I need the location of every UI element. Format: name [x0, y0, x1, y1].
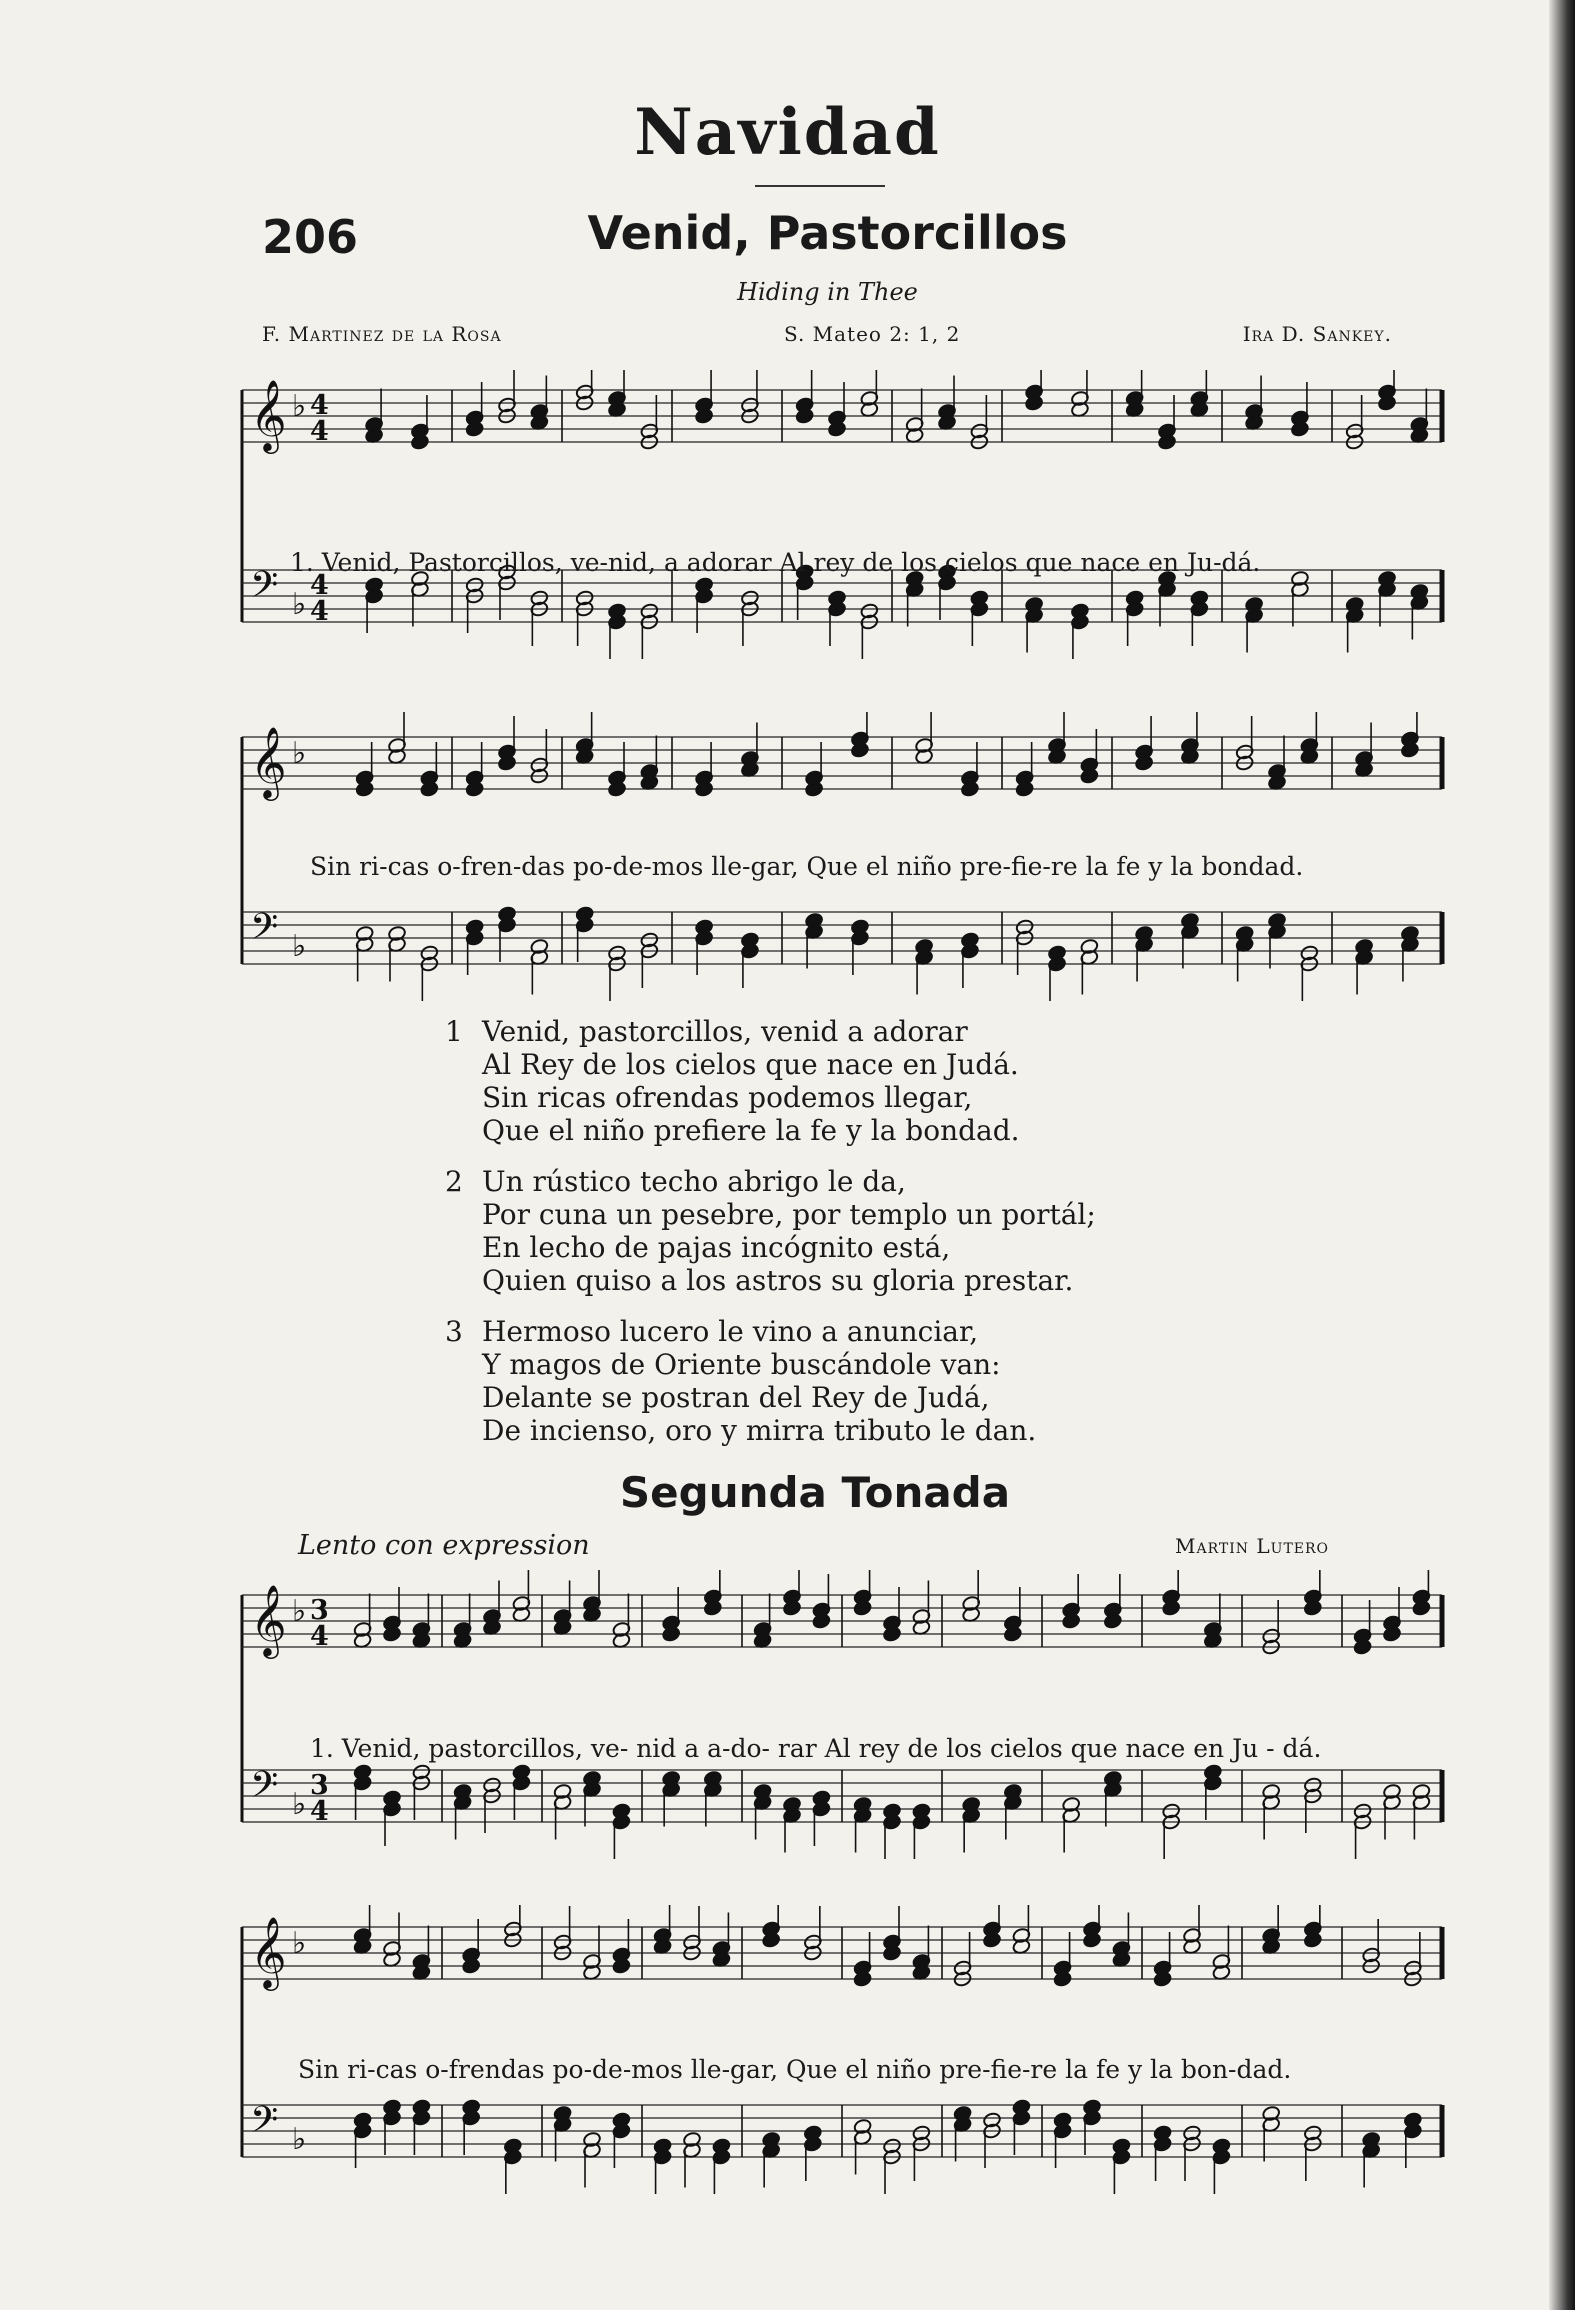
svg-text:𝄢: 𝄢	[250, 906, 279, 957]
svg-text:♭: ♭	[292, 2122, 307, 2157]
svg-text:♭: ♭	[292, 1594, 307, 1629]
verse-number: 3	[445, 1315, 463, 1348]
grand-staff	[232, 1570, 1452, 1870]
hymn-number: 206	[262, 210, 359, 264]
verse-line: Y magos de Oriente buscándole van:	[482, 1348, 1001, 1381]
credit-line	[262, 322, 1392, 346]
verse-line: Sin ricas ofrendas podemos llegar,	[482, 1081, 973, 1114]
svg-text:♭: ♭	[292, 1787, 307, 1822]
svg-text:𝄢: 𝄢	[250, 1764, 279, 1815]
svg-text:4: 4	[310, 416, 329, 447]
svg-text:♭: ♭	[292, 929, 307, 964]
page-edge	[1549, 0, 1575, 2310]
verse-number: 2	[445, 1165, 463, 1198]
verse-line: De incienso, oro y mirra tributo le dan.	[482, 1414, 1037, 1447]
hymn-title: Venid, Pastorcillos	[587, 206, 1068, 260]
svg-text:𝄢: 𝄢	[250, 2099, 279, 2150]
grand-staff	[232, 370, 1452, 670]
svg-text:𝄞: 𝄞	[250, 725, 287, 798]
verses	[445, 1015, 1245, 1465]
svg-text:𝄞: 𝄞	[250, 1583, 287, 1656]
svg-text:4: 4	[310, 1621, 329, 1652]
music-system-3	[232, 1570, 1452, 1870]
lyric-line-2: Sin ri-cas o-fren-das po-de-mos lle-gar, Que el niño pre-fie-re la fe y la bondad.	[310, 852, 1304, 881]
lyric-line-4: Sin ri-cas o-frendas po-de-mos lle-gar, Que el niño pre-fie-re la fe y la bon-dad.	[298, 2055, 1292, 2084]
svg-text:𝄞: 𝄞	[250, 1915, 287, 1988]
tune-name: Hiding in Thee	[737, 278, 918, 306]
verse-line: Un rústico techo abrigo le da,	[482, 1165, 906, 1198]
svg-text:♭: ♭	[292, 587, 307, 622]
svg-text:3: 3	[310, 1595, 329, 1626]
section-title: Navidad	[634, 95, 941, 170]
title-rule	[755, 185, 885, 187]
verse-3	[445, 1315, 1245, 1447]
verse-line: Delante se postran del Rey de Judá,	[482, 1381, 990, 1414]
composer-credit: Ira D. Sankey.	[1242, 322, 1392, 346]
verse-line: Venid, pastorcillos, venid a adorar	[482, 1015, 968, 1048]
lyric-line-3: 1. Venid, pastorcillos, ve- nid a a-do- rar Al rey de los cielos que nace en Ju - dá.	[310, 1734, 1322, 1763]
verse-line: Quien quiso a los astros su gloria prestar.	[482, 1264, 1074, 1297]
svg-text:♭: ♭	[292, 736, 307, 771]
tempo-marking: Lento con expression	[298, 1530, 590, 1561]
verse-line: Por cuna un pesebre, por templo un portál;	[482, 1198, 1096, 1231]
svg-text:𝄢: 𝄢	[250, 564, 279, 615]
svg-text:𝄞: 𝄞	[250, 378, 287, 451]
verse-line: Hermoso lucero le vino a anunciar,	[482, 1315, 979, 1348]
svg-text:4: 4	[310, 596, 329, 627]
verse-2	[445, 1165, 1245, 1297]
svg-text:3: 3	[310, 1770, 329, 1801]
lyric-line-1: 1. Venid, Pastorcillos, ve-nid, a adorar Al rey de los cielos que nace en Ju-dá.	[290, 548, 1261, 577]
second-tune-composer: Martin Lutero	[1175, 1534, 1330, 1558]
verse-number: 1	[445, 1015, 463, 1048]
verse-line: En lecho de pajas incógnito está,	[482, 1231, 951, 1264]
verse-line: Que el niño prefiere la fe y la bondad.	[482, 1114, 1020, 1147]
svg-text:4: 4	[310, 390, 329, 421]
music-system-1	[232, 370, 1452, 670]
second-tune-title: Segunda Tonada	[619, 1468, 1011, 1517]
svg-text:♭: ♭	[292, 1926, 307, 1961]
svg-text:4: 4	[310, 1796, 329, 1827]
scripture-reference: S. Mateo 2: 1, 2	[783, 322, 961, 346]
verse-line: Al Rey de los cielos que nace en Judá.	[482, 1048, 1019, 1081]
author-credit: F. Martinez de la Rosa	[262, 322, 502, 346]
verse-1	[445, 1015, 1245, 1147]
svg-text:♭: ♭	[292, 389, 307, 424]
svg-text:4: 4	[310, 570, 329, 601]
